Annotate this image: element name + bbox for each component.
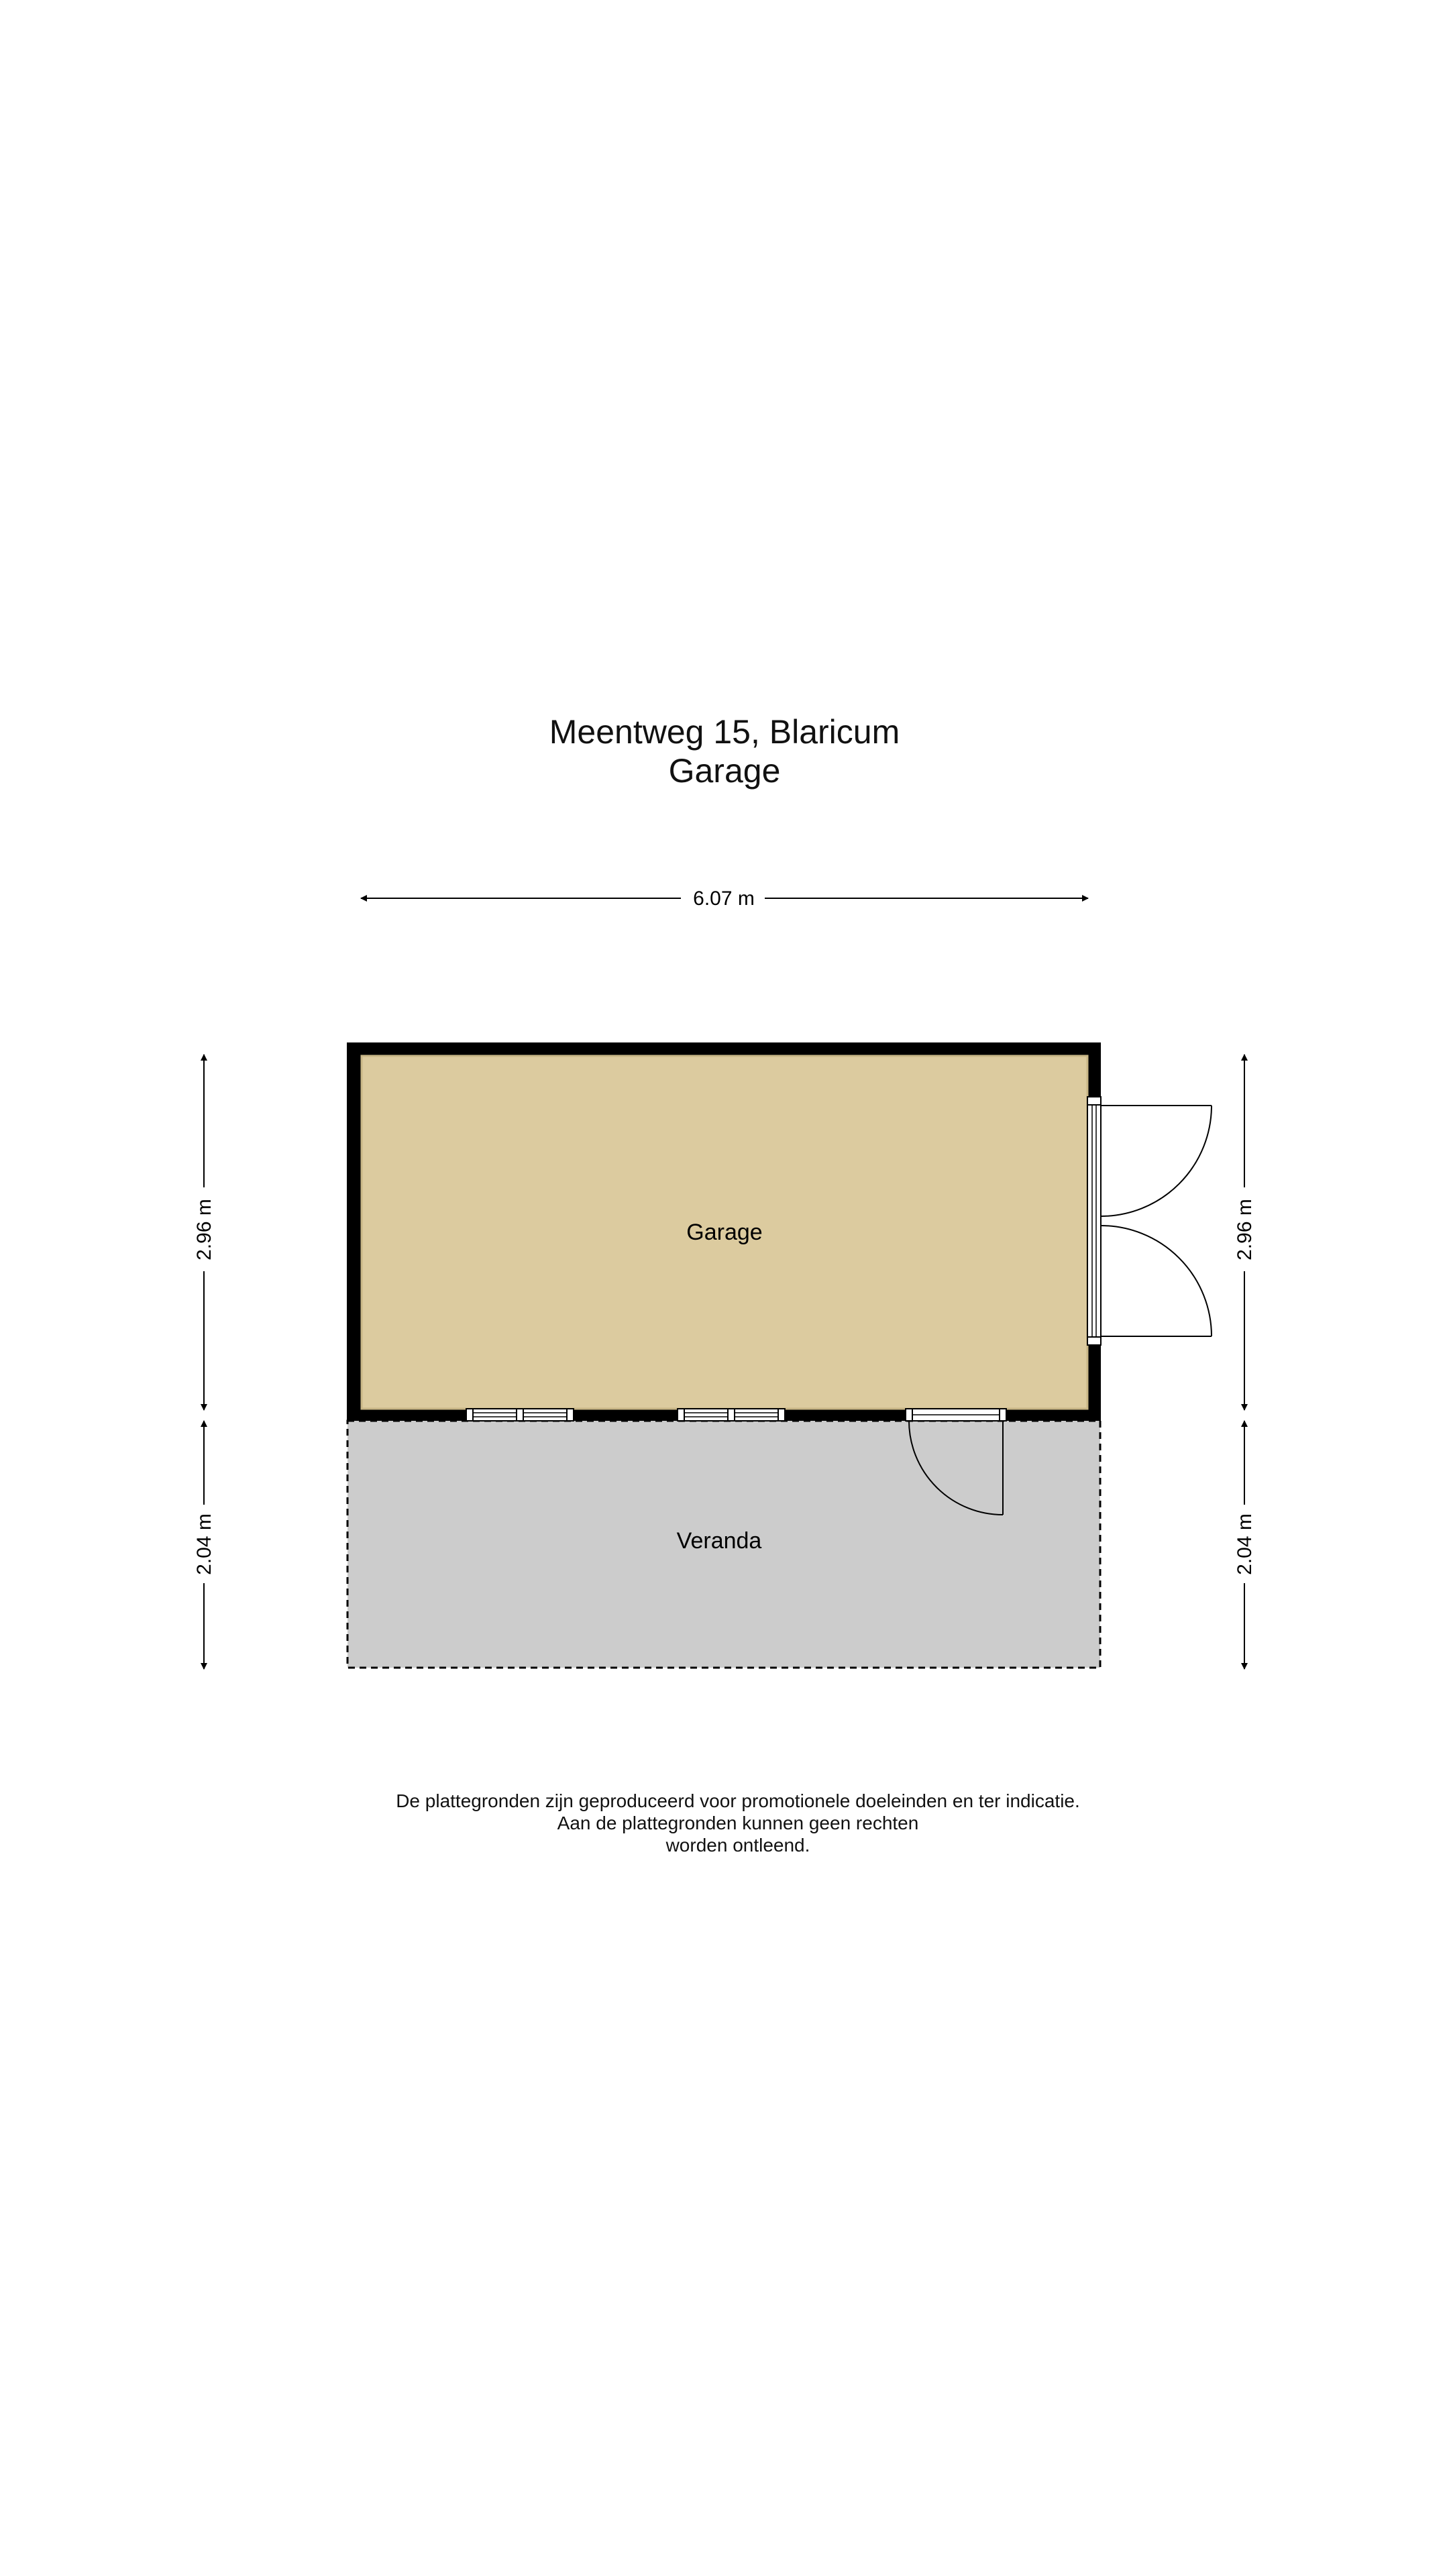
disclaimer — [0, 1790, 1449, 1856]
floor-name: Garage — [668, 752, 781, 790]
right-garage-depth-dimension — [1234, 1055, 1256, 1410]
left-garage-depth-dimension — [193, 1055, 215, 1410]
address-text: Meentweg 15, Blaricum — [549, 713, 900, 751]
left-garage-depth-label: 2.96 m — [193, 1199, 215, 1260]
disclaimer-line-3: worden ontleend. — [665, 1835, 810, 1856]
width-label: 6.07 m — [693, 888, 755, 910]
window-1 — [466, 1409, 574, 1421]
veranda-label: Veranda — [676, 1528, 762, 1554]
left-veranda-depth-label: 2.04 m — [193, 1513, 215, 1575]
width-dimension — [361, 888, 1088, 910]
window-2 — [678, 1409, 785, 1421]
right-veranda-depth-dimension — [1234, 1421, 1256, 1669]
garage-double-door — [1087, 1097, 1212, 1345]
left-veranda-depth-dimension — [193, 1421, 215, 1669]
disclaimer-line-1: De plattegronden zijn geproduceerd voor promotionele doeleinden en ter indicatie. — [396, 1790, 1080, 1811]
disclaimer-line-2: Aan de plattegronden kunnen geen rechten — [557, 1813, 919, 1833]
garage-label: Garage — [686, 1220, 763, 1245]
right-garage-depth-label: 2.96 m — [1234, 1199, 1256, 1260]
right-veranda-depth-label: 2.04 m — [1234, 1513, 1256, 1575]
